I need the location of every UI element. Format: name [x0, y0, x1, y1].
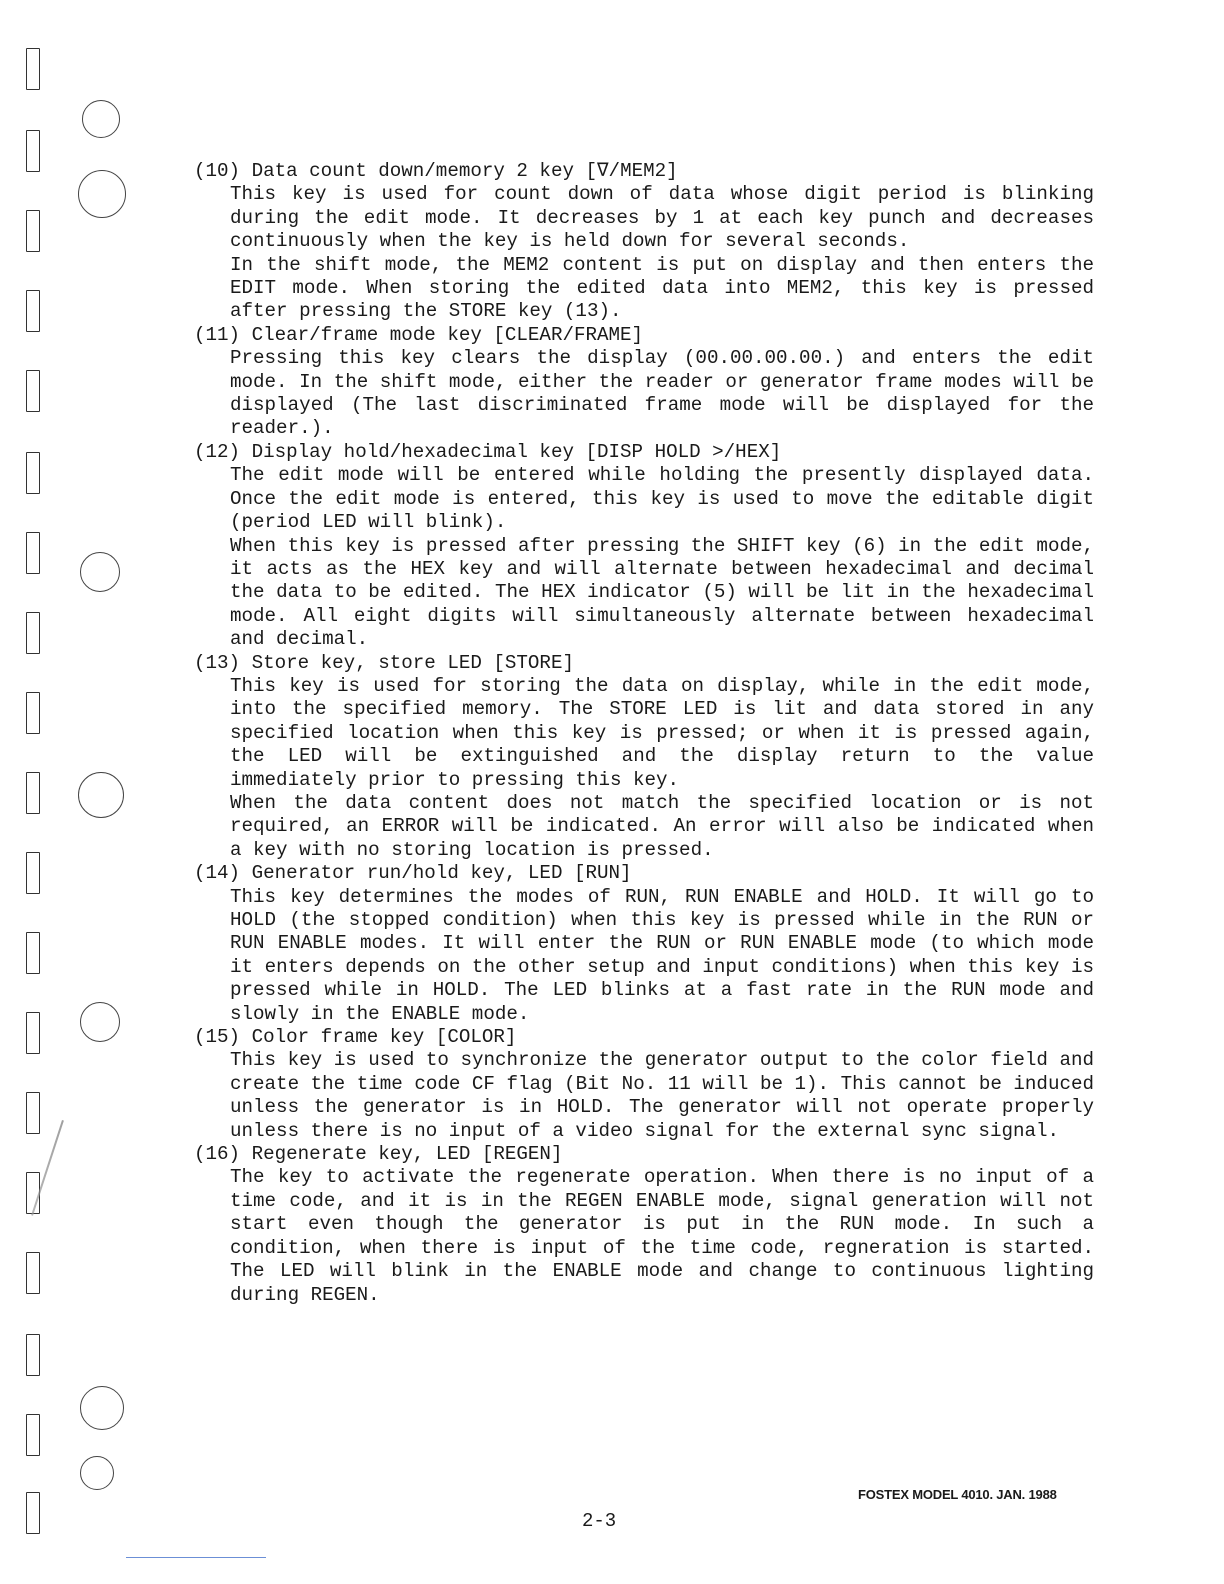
punch-hole — [80, 1386, 124, 1430]
binder-hole — [26, 130, 40, 172]
binder-hole — [26, 692, 40, 734]
page-number: 2-3 — [582, 1510, 617, 1532]
punch-hole — [78, 772, 124, 818]
binder-hole — [26, 48, 40, 90]
paragraph: The edit mode will be entered while holding the presently displayed data. Once the edit mode is entered, this key is used to move the editable digit (period LED will blink). — [230, 464, 1094, 534]
paragraph: This key is used for storing the data on display, while in the edit mode, into the specified memory. The STORE LED is lit and data stored in any specified location when this key is pressed; or when it is pressed again, the LED will be extinguished and the display return to the value immediately prior to pressing this key. — [230, 674, 1094, 791]
margin-mark — [31, 1120, 64, 1216]
paragraph: This key is used for count down of data whose digit period is blinking during the edit mode. It decreases by 1 at each key punch and decreases continuously when the key is held down for several seconds. — [230, 183, 1094, 253]
section-13 — [194, 652, 1094, 863]
binder-hole — [26, 1092, 40, 1134]
section-heading: (11) Clear/frame mode key [CLEAR/FRAME] — [194, 323, 644, 346]
binder-hole — [26, 1414, 40, 1456]
binder-hole — [26, 210, 40, 252]
section-16 — [194, 1143, 1094, 1307]
punch-hole — [82, 100, 120, 138]
binder-hole — [26, 1012, 40, 1054]
paragraph: This key is used to synchronize the generator output to the color field and create the time code CF flag (Bit No. 11 will be 1). This cannot be induced unless the generator is in HOLD. The generator will not operate properly unless there is no input of a video signal for the external sync signal. — [230, 1049, 1094, 1142]
section-10 — [194, 160, 1094, 324]
section-12 — [194, 441, 1094, 652]
section-heading: (16) Regenerate key, LED [REGEN] — [194, 1143, 563, 1166]
punch-hole — [80, 552, 120, 592]
paragraph: In the shift mode, the MEM2 content is put on display and then enters the EDIT mode. When storing the edited data into MEM2, this key is pressed after pressing the STORE key (13). — [230, 253, 1094, 323]
punch-hole — [80, 1002, 120, 1042]
binder-hole — [26, 1334, 40, 1376]
binder-hole — [26, 932, 40, 974]
section-14 — [194, 862, 1094, 1026]
binder-hole — [26, 612, 40, 654]
manual-body — [194, 160, 1094, 1307]
section-heading: (14) Generator run/hold key, LED [RUN] — [194, 862, 632, 885]
section-heading: (15) Color frame key [COLOR] — [194, 1026, 517, 1049]
section-11 — [194, 324, 1094, 441]
binder-hole — [26, 370, 40, 412]
binder-hole — [26, 852, 40, 894]
paragraph: Pressing this key clears the display (00.00.00.00.) and enters the edit mode. In the shift mode, either the reader or generator frame modes will be displayed (The last discriminated frame mode will be displayed for the reader.). — [230, 347, 1094, 440]
punch-hole — [80, 1456, 114, 1490]
binder-hole — [26, 452, 40, 494]
section-heading: (13) Store key, store LED [STORE] — [194, 651, 574, 674]
paragraph: The key to activate the regenerate operation. When there is no input of a time code, and it is in the REGEN ENABLE mode, signal generation will not start even though the generator is put in the RUN mode. In such a condition, when there is input of the time code, regneration is started. The LED will blink in the ENABLE mode and change to continuous lighting during REGEN. — [230, 1166, 1094, 1306]
punch-hole — [78, 170, 126, 218]
section-15 — [194, 1026, 1094, 1143]
binder-hole — [26, 772, 40, 814]
binder-hole — [26, 1252, 40, 1294]
binder-hole — [26, 290, 40, 332]
paragraph: When this key is pressed after pressing the SHIFT key (6) in the edit mode, it acts as the HEX key and will alternate between hexadecimal and decimal the data to be edited. The HEX indicator (5) will be lit in the hexadecimal mode. All eight digits will simultaneously alternate between hexadecimal and decimal. — [230, 534, 1094, 651]
section-heading: (10) Data count down/memory 2 key [∇/MEM2] — [194, 160, 678, 182]
paragraph: This key determines the modes of RUN, RUN ENABLE and HOLD. It will go to HOLD (the stopped condition) when this key is pressed while in the RUN or RUN ENABLE modes. It will enter the RUN or RUN ENABLE mode (to which mode it enters depends on the other setup and input conditions) when this key is pressed while in HOLD. The LED blinks at a fast rate in the RUN mode and slowly in the ENABLE mode. — [230, 885, 1094, 1025]
bottom-rule — [126, 1557, 266, 1558]
binder-hole — [26, 532, 40, 574]
footer-model-line: FOSTEX MODEL 4010. JAN. 1988 — [858, 1487, 1057, 1502]
paragraph: When the data content does not match the specified location or is not required, an ERROR will be indicated. An error will also be indicated when a key with no storing location is pressed. — [230, 791, 1094, 861]
section-heading: (12) Display hold/hexadecimal key [DISP HOLD >/HEX] — [194, 440, 782, 463]
binder-hole — [26, 1492, 40, 1534]
